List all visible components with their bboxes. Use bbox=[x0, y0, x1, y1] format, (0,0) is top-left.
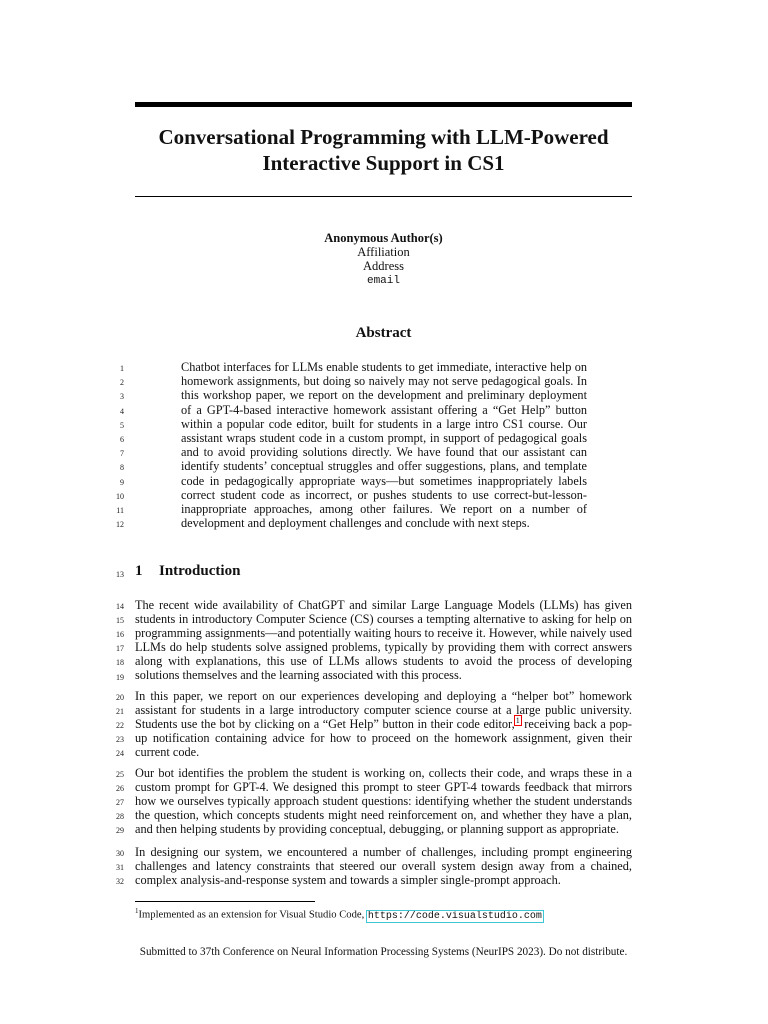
footnote-mark: 1 bbox=[135, 907, 139, 915]
line-number: 17 bbox=[116, 644, 124, 654]
paper-title: Conversational Programming with LLM-Powered Interactive Support in CS1 bbox=[158, 125, 609, 175]
line-number: 13 bbox=[116, 570, 124, 579]
line-number: 24 bbox=[116, 749, 124, 759]
line-number: 28 bbox=[116, 812, 124, 822]
line-number: 27 bbox=[116, 798, 124, 808]
intro-paragraph-3: Our bot identifies the problem the student is working on, collects their code, and wraps these in a custom prompt for GPT-4. We designed this prompt to steer GPT-4 towards feedback that mirrors how we ourselves typically approach student questions: identifying whether the student understands the question, which concepts students might need reinforcement on, and whether they have a plan, and then helping students by providing conceptual, debugging, or planning support as appropriate. bbox=[135, 766, 632, 837]
footnote-url-link[interactable]: https://code.visualstudio.com bbox=[367, 910, 542, 922]
line-number: 32 bbox=[116, 877, 124, 887]
line-number: 31 bbox=[116, 863, 124, 873]
submission-notice: Submitted to 37th Conference on Neural Information Processing Systems (NeurIPS 2023). Do not distribute. bbox=[139, 946, 628, 958]
intro-paragraph-2-text-b: receiving back a pop-up notification containing advice for how to proceed on the homework assignment, given their current code. bbox=[135, 717, 632, 760]
line-number: 22 bbox=[116, 721, 124, 731]
intro-paragraph-2 bbox=[135, 689, 632, 759]
author-affiliation: Affiliation bbox=[357, 245, 410, 260]
abstract-heading: Abstract bbox=[355, 325, 412, 341]
line-number: 18 bbox=[116, 658, 124, 668]
line-number: 21 bbox=[116, 707, 124, 717]
footnote-rule bbox=[135, 901, 315, 902]
title-top-rule bbox=[135, 102, 632, 107]
line-number: 1 bbox=[120, 364, 124, 373]
footnote bbox=[135, 904, 632, 924]
line-number: 23 bbox=[116, 735, 124, 745]
author-name: Anonymous Author(s) bbox=[324, 231, 443, 245]
line-number: 14 bbox=[116, 602, 124, 611]
line-number: 30 bbox=[116, 849, 124, 858]
line-number: 9 bbox=[120, 477, 124, 487]
section-title: Introduction bbox=[159, 563, 241, 579]
line-number: 16 bbox=[116, 630, 124, 640]
author-address: Address bbox=[363, 259, 404, 274]
line-number: 15 bbox=[116, 616, 124, 626]
line-number: 5 bbox=[120, 420, 124, 430]
line-number: 11 bbox=[116, 506, 124, 515]
section-heading-introduction bbox=[135, 563, 240, 580]
footnote-reference-link[interactable]: 1 bbox=[515, 716, 520, 726]
line-number: 19 bbox=[116, 672, 124, 682]
line-number: 10 bbox=[116, 491, 124, 501]
line-number: 7 bbox=[120, 449, 124, 459]
line-number: 29 bbox=[116, 826, 124, 836]
author-block bbox=[135, 231, 632, 288]
author-email: email bbox=[366, 274, 400, 287]
line-number: 2 bbox=[120, 378, 124, 388]
section-number: 1 bbox=[135, 563, 143, 579]
title-bottom-rule bbox=[135, 196, 632, 197]
footnote-text: Implemented as an extension for Visual Studio Code, bbox=[138, 909, 367, 921]
line-number: 20 bbox=[116, 693, 124, 702]
line-number: 6 bbox=[120, 435, 124, 444]
line-number: 26 bbox=[116, 784, 124, 794]
line-number: 25 bbox=[116, 770, 124, 779]
abstract-text: Chatbot interfaces for LLMs enable students to get immediate, interactive help on homework assignments, but doing so naively may not serve pedagogical goals. In this workshop paper, we report on the development and preliminary deployment of a GPT-4-based interactive homework assistant offering a “Get Help” button within a popular code editor, built for students in a large intro CS1 course. Our assistant wraps student code in a custom prompt, in support of pedagogical goals and to avoid providing solutions directly. We have found that our assistant can identify students’ conceptual struggles and offer suggestions, plans, and template code in pedagogically appropriate ways—but sometimes inappropriately labels correct student code as incorrect, or pushes students to use correct-but-lesson-inappropriate approaches, among other failures. We report on a number of development and deployment challenges and conclude with next steps. bbox=[181, 360, 587, 531]
intro-paragraph-2-text-a: In this paper, we report on our experiences developing and deploying a “helper bot” homework assistant for students in a large introductory computer science course at a large public university. Students use the bot by clicking on a “Get Help” button in their code editor, bbox=[135, 689, 632, 732]
intro-paragraph-4: In designing our system, we encountered a number of challenges, including prompt engineering challenges and latency constraints that steered our overall system design away from a chained, complex analysis-and-response system and towards a simpler single-prompt approach. bbox=[135, 845, 632, 888]
line-number: 8 bbox=[120, 463, 124, 473]
intro-paragraph-1: The recent wide availability of ChatGPT and similar Large Language Models (LLMs) has given students in introductory Computer Science (CS) courses a tempting alternative to asking for help on programming assignments—and potentially waiting hours to receive it. However, while naively used LLMs do help students solve assigned problems, typically by providing them with correct answers along with explanations, this use of LLMs allows students to avoid the process of developing solutions themselves and the learning associated with this process. bbox=[135, 598, 632, 683]
line-number: 4 bbox=[120, 406, 124, 416]
line-number: 12 bbox=[116, 520, 124, 530]
line-number: 3 bbox=[120, 392, 124, 402]
